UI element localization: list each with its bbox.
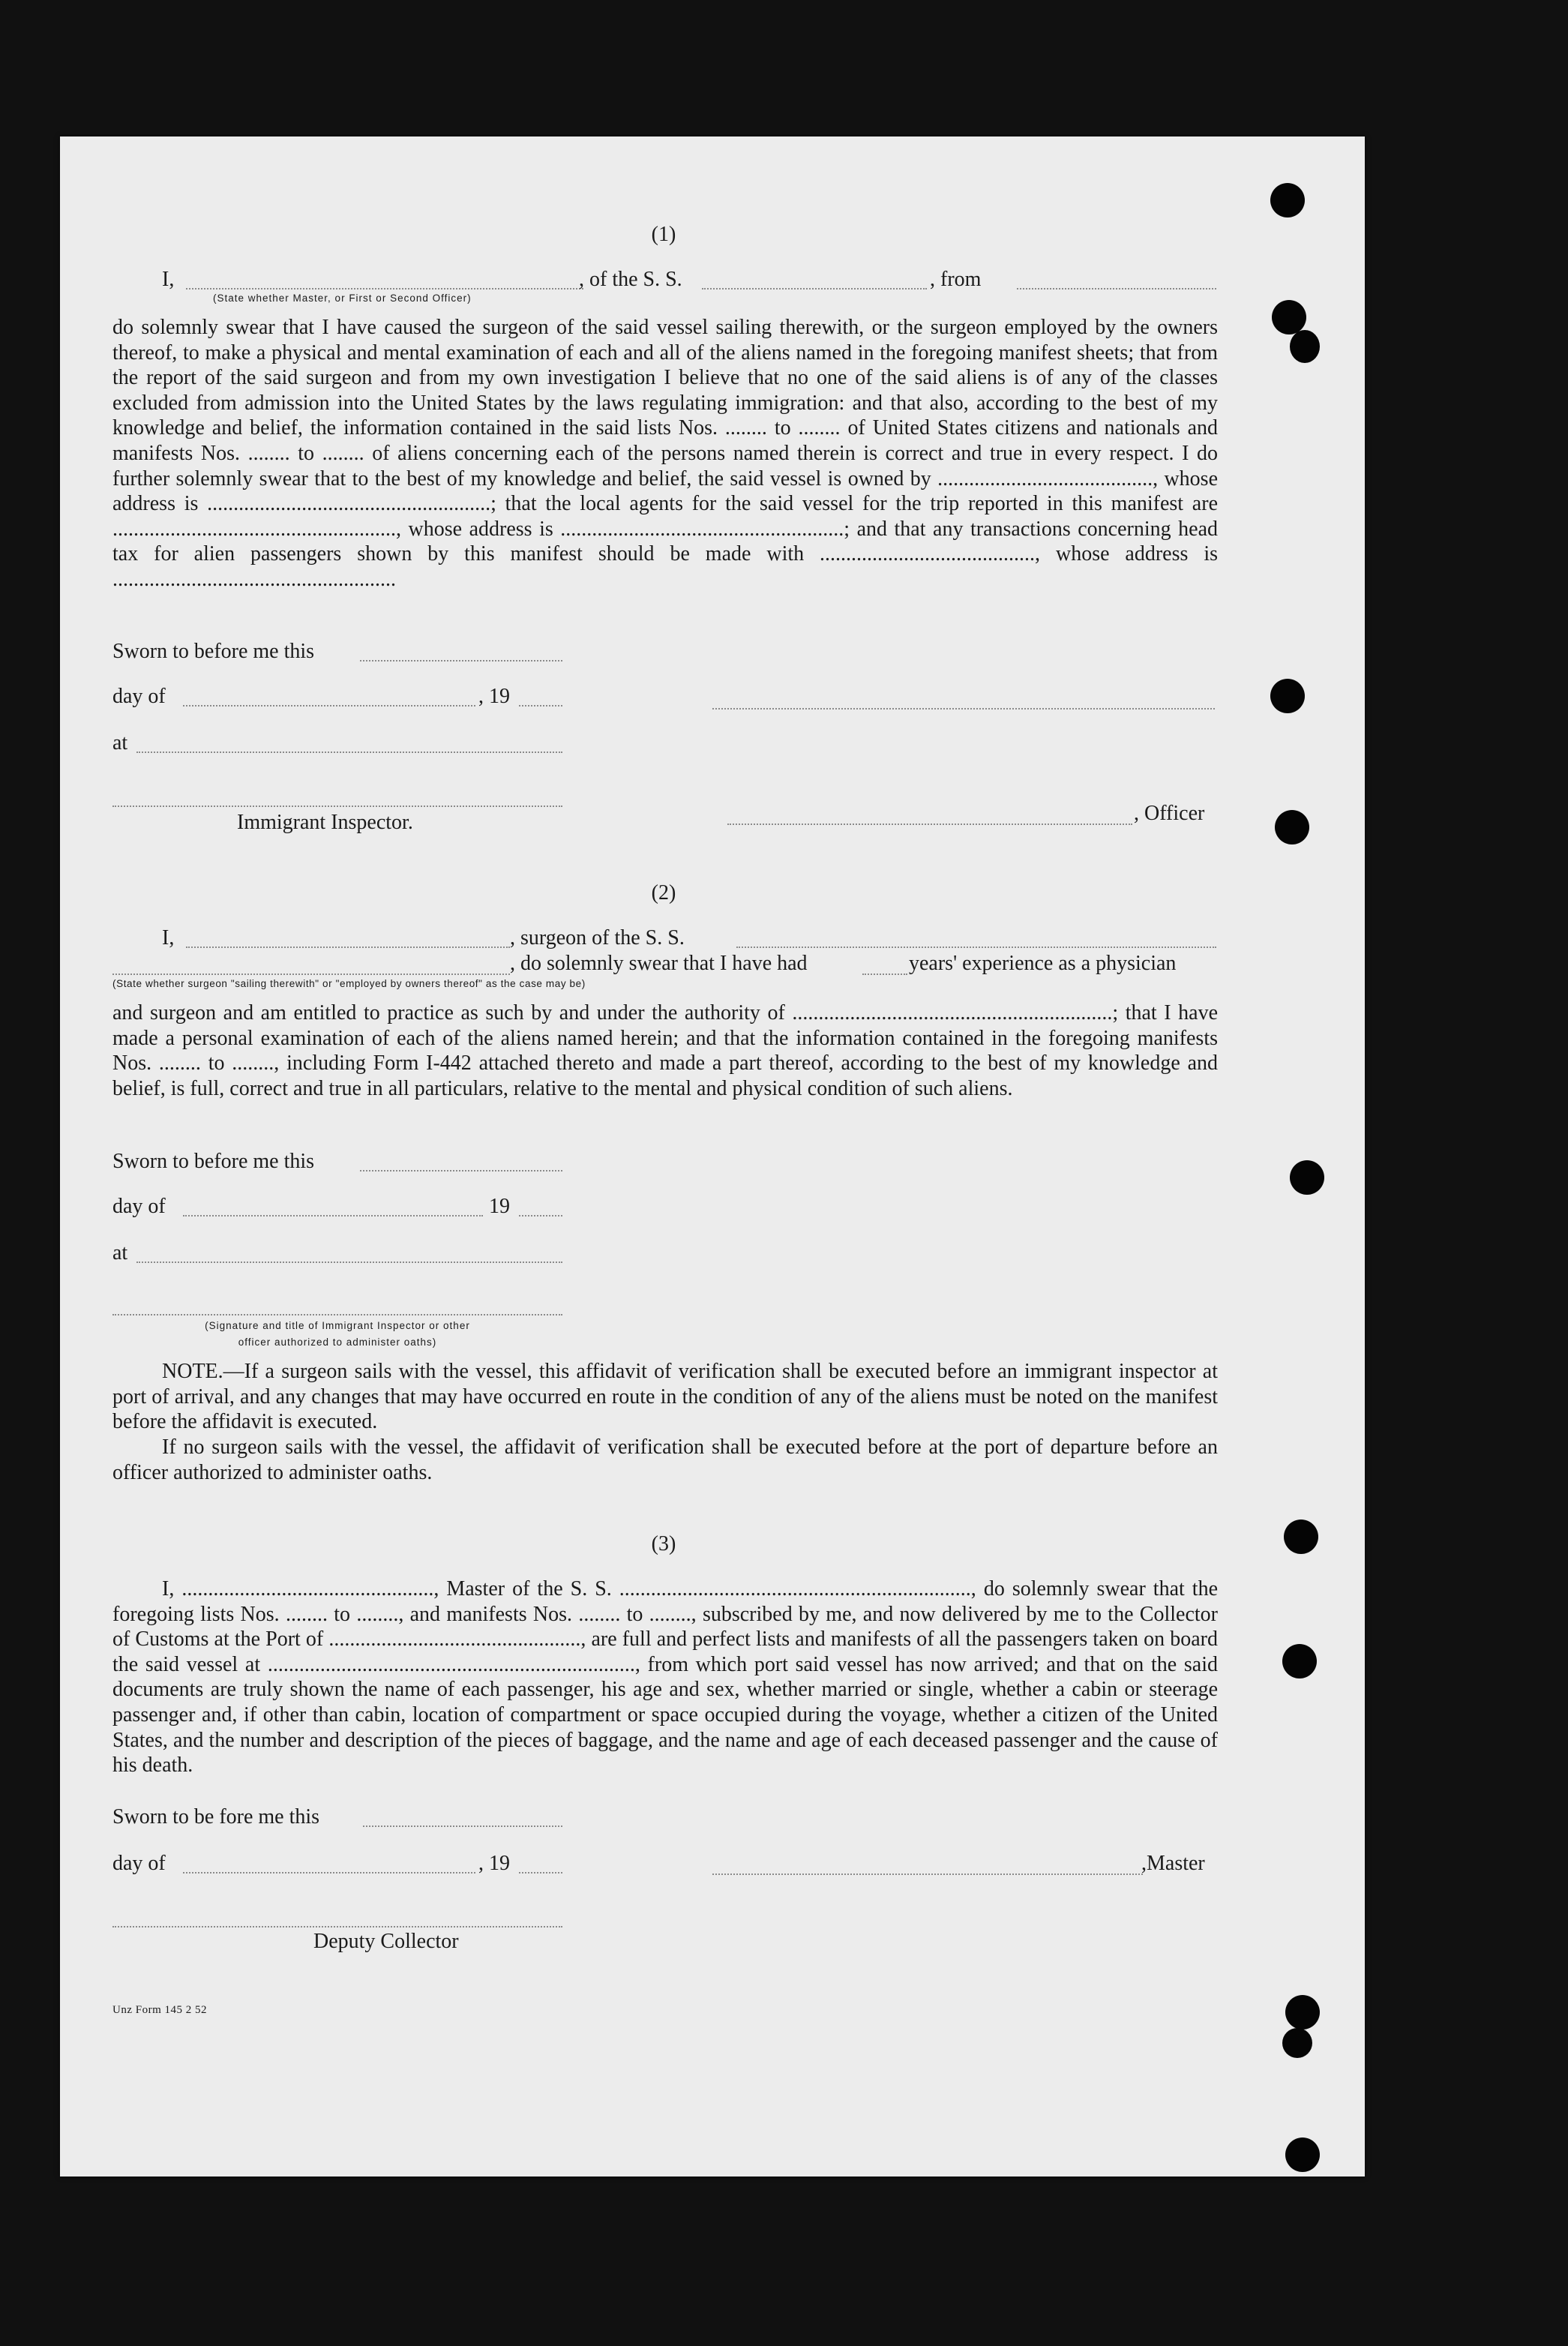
master-signature-field[interactable] bbox=[712, 1874, 1143, 1875]
section-2-at: at bbox=[112, 1241, 128, 1264]
section-2-sworn-field[interactable] bbox=[360, 1170, 562, 1172]
section-1-officer: , Officer bbox=[1134, 802, 1205, 825]
section-1-inspector-signature-field[interactable] bbox=[112, 806, 562, 807]
section-2-opening: I, bbox=[162, 926, 175, 950]
punch-hole-4 bbox=[1270, 679, 1305, 713]
section-2-surgeon-of: , surgeon of the S. S. bbox=[510, 926, 685, 950]
from-port-field[interactable] bbox=[1017, 288, 1216, 290]
section-3-body: I, ................................................, Master of the S. S. ..................................................................., do solemnly swear that the foregoing lists Nos. ........ to ........, and manifests Nos. ........ to ........, subscribed by me, and now delivered by me to the Collector of Customs at the Port of ................................................, are full and perfect lists and manifests of all the passengers taken on board the said vessel at ......................................................................, from which port said vessel has now arrived; and that on the said documents are truly shown the name of each passenger, his age and sex, whether married or single, whether a cabin or steerage passenger and, if other than cabin, location of compartment or space occupied during the voyage, whether a citizen of the United States, and the number and description of the pieces of baggage, and the name and age of each deceased passenger and the cause of his death. bbox=[112, 1577, 1218, 1778]
section-1-sworn: Sworn to before me this bbox=[112, 640, 315, 663]
section-1-number: (1) bbox=[651, 223, 676, 246]
signature-note-line-1: (Signature and title of Immigrant Inspector or other bbox=[205, 1320, 470, 1331]
section-1-body: do solemnly swear that I have caused the surgeon of the said vessel sailing therewith, or the surgeon employed by the owners thereof, to make a physical and mental examination of each and all of the aliens named in the foregoing manifest sheets; that from the report of the said surgeon and from my own investigation I believe that no one of the said aliens is of any of the classes excluded from admission into the United States by the laws regulating immigration: and that also, according to the best of my knowledge and belief, the information contained in the said lists Nos. ........ to ........ of United States citizens and nationals and manifests Nos. ........ to ........ of aliens concerning each of the persons named therein is correct and true in every respect. I do further solemnly swear that to the best of my knowledge and belief, the said vessel is owned by ........................................., whose address is ......................................................; that the local agents for the said vessel for the trip reported in this manifest are ......................................................, whose address is ......................................................; and that any transactions concerning head tax for alien passengers shown by this manifest should be made with ........................................., whose address is ...................................................... bbox=[112, 316, 1218, 591]
officer-rank-note: (State whether Master, or First or Second Officer) bbox=[213, 292, 472, 304]
section-2-year-field[interactable] bbox=[519, 1215, 562, 1216]
section-1-day-of: day of bbox=[112, 685, 166, 708]
punch-hole-2 bbox=[1272, 300, 1306, 334]
section-1-officer-signature-field[interactable] bbox=[712, 708, 1215, 710]
punch-hole-3 bbox=[1290, 330, 1320, 363]
section-1-at-field[interactable] bbox=[136, 752, 562, 753]
section-1-officer-field[interactable] bbox=[727, 824, 1132, 825]
section-1-inspector: Immigrant Inspector. bbox=[237, 811, 413, 834]
section-2-experience: years' experience as a physician bbox=[909, 952, 1177, 975]
surgeon-name-field[interactable] bbox=[186, 946, 510, 948]
form-id: Unz Form 145 2 52 bbox=[112, 2004, 207, 2016]
punch-hole-1 bbox=[1270, 183, 1305, 218]
punch-hole-10 bbox=[1282, 2028, 1312, 2058]
section-3-day-field[interactable] bbox=[183, 1872, 475, 1874]
section-3-year: , 19 bbox=[478, 1852, 510, 1875]
section-3-day-of: day of bbox=[112, 1852, 166, 1875]
section-1-day-field[interactable] bbox=[183, 705, 475, 706]
punch-hole-6 bbox=[1290, 1160, 1324, 1195]
section-3-sworn: Sworn to be fore me this bbox=[112, 1805, 320, 1828]
note-paragraph: NOTE.—If a surgeon sails with the vessel, this affidavit of verification shall be executed before an immigrant inspector at port of arrival, and any changes that may have occurred en route in the condition of any of the aliens must be noted on the manifest before the affidavit is executed. bbox=[112, 1360, 1218, 1434]
experience-years-field[interactable] bbox=[862, 974, 907, 975]
deputy-signature-field[interactable] bbox=[112, 1926, 562, 1928]
vessel-name-field[interactable] bbox=[702, 288, 927, 290]
punch-hole-9 bbox=[1285, 1995, 1320, 2030]
section-1-from: , from bbox=[930, 268, 982, 291]
note-paragraph-2: If no surgeon sails with the vessel, the affidavit of verification shall be executed before at the port of departure before an officer authorized to administer oaths. bbox=[112, 1436, 1218, 1484]
section-2-day-of: day of bbox=[112, 1195, 166, 1218]
section-3-number: (3) bbox=[651, 1532, 676, 1556]
surgeon-type-note: (State whether surgeon "sailing therewith" or "employed by owners thereof" as the case may be) bbox=[112, 978, 586, 989]
section-2-at-field[interactable] bbox=[136, 1262, 562, 1263]
section-3-year-field[interactable] bbox=[519, 1872, 562, 1874]
section-2-number: (2) bbox=[651, 881, 676, 904]
section-3-master: ,Master bbox=[1141, 1852, 1205, 1875]
section-1-of-the-ss: , of the S. S. bbox=[579, 268, 682, 291]
section-1-year: , 19 bbox=[478, 685, 510, 708]
section-2-body: and surgeon and am entitled to practice as such by and under the authority of .............................................................; that I have made a personal examination of each of the aliens named herein; and that the information contained in the foregoing manifests Nos. ........ to ........, including Form I-442 attached thereto and made a part thereof, according to the best of my knowledge and belief, is full, correct and true in all particulars, relative to the mental and physical condition of such aliens. bbox=[112, 1001, 1218, 1100]
punch-hole-11 bbox=[1285, 2138, 1320, 2172]
section-1-sworn-field[interactable] bbox=[360, 660, 562, 662]
section-1-year-field[interactable] bbox=[519, 705, 562, 706]
section-3-deputy: Deputy Collector bbox=[313, 1930, 459, 1953]
officer-name-field[interactable] bbox=[186, 288, 583, 290]
punch-hole-5 bbox=[1275, 810, 1309, 844]
section-3-sworn-field[interactable] bbox=[363, 1826, 562, 1827]
section-2-swear-line: , do solemnly swear that I have had bbox=[510, 952, 808, 975]
section-2-year: 19 bbox=[489, 1195, 510, 1218]
section-2-sworn: Sworn to before me this bbox=[112, 1150, 315, 1173]
punch-hole-7 bbox=[1284, 1520, 1318, 1554]
section-1-at: at bbox=[112, 731, 128, 754]
section-2-day-field[interactable] bbox=[183, 1215, 483, 1216]
section-2-vessel-field[interactable] bbox=[736, 946, 1216, 948]
surgeon-type-field[interactable] bbox=[112, 974, 510, 975]
section-1-opening: I, bbox=[162, 268, 175, 291]
signature-note-line-2: officer authorized to administer oaths) bbox=[238, 1336, 437, 1348]
section-2-signature-field[interactable] bbox=[112, 1314, 562, 1316]
punch-hole-8 bbox=[1282, 1644, 1317, 1678]
